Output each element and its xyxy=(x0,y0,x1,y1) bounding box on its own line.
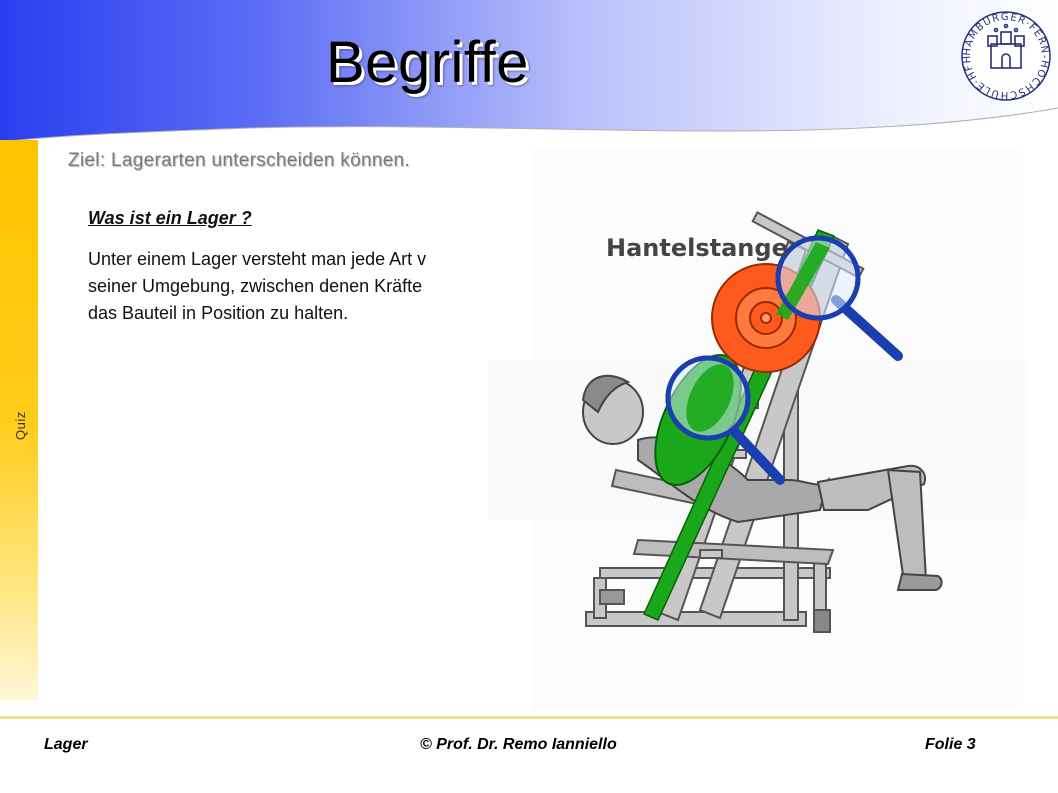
footer-slide-number: Folie 3 xyxy=(925,736,976,753)
footer-topic: Lager xyxy=(44,736,88,753)
paragraph-line: das Bauteil in Position zu halten. xyxy=(88,303,349,323)
footer-author: © Prof. Dr. Remo Ianniello xyxy=(420,736,617,753)
weight-bench-illustration xyxy=(488,150,1028,710)
university-logo xyxy=(958,8,1054,104)
quiz-sidebar-label: Quiz xyxy=(13,411,28,440)
footer-divider xyxy=(0,716,1058,719)
illustration-label: Hantelstange xyxy=(606,234,788,262)
header-banner xyxy=(0,0,1058,150)
slide-title: Begriffe xyxy=(326,30,529,95)
definition-paragraph xyxy=(88,246,536,327)
svg-text:HAMBURGER·FERN-HOCHSCHULE·HFH·: HAMBURGER·FERN-HOCHSCHULE·HFH xyxy=(961,11,1051,101)
question-heading: Was ist ein Lager ? xyxy=(88,208,252,228)
paragraph-line: seiner Umgebung, zwischen denen Kräfte xyxy=(88,276,423,296)
paragraph-line: Unter einem Lager versteht man jede Art v xyxy=(88,249,427,269)
goal-text: Ziel: Lagerarten unterscheiden können. xyxy=(68,150,411,171)
